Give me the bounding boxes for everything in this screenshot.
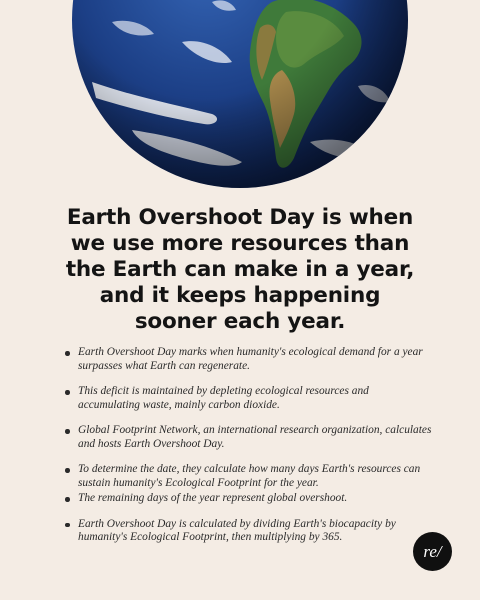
headline-line: we use more resources than bbox=[70, 231, 410, 256]
list-item: Global Footprint Network, an international research organization, calculates and hosts Earth Overshoot Day. bbox=[62, 424, 432, 451]
headline-line: Earth Overshoot Day is when bbox=[66, 205, 414, 230]
logo-text: re/ bbox=[423, 542, 442, 561]
list-item: Earth Overshoot Day is calculated by dividing Earth's biocapacity by humanity's Ecological Footprint, then multiplying by 365. bbox=[62, 518, 432, 545]
headline bbox=[40, 205, 440, 335]
list-item: Earth Overshoot Day marks when humanity's ecological demand for a year surpasses what Earth can regenerate. bbox=[62, 346, 432, 373]
list-item: To determine the date, they calculate how many days Earth's resources can sustain humanity's Ecological Footprint for the year. bbox=[62, 463, 432, 490]
headline-line: and it keeps happening bbox=[99, 283, 381, 308]
headline-line: the Earth can make in a year, bbox=[65, 257, 415, 282]
fact-list bbox=[62, 346, 432, 545]
re-monogram-logo bbox=[413, 532, 452, 571]
list-item: The remaining days of the year represent global overshoot. bbox=[62, 492, 432, 506]
earth-globe-image bbox=[72, 0, 408, 188]
globe-image-container bbox=[0, 0, 480, 200]
logo-mark bbox=[413, 532, 452, 571]
list-item: This deficit is maintained by depleting ecological resources and accumulating waste, mainly carbon dioxide. bbox=[62, 385, 432, 412]
headline-line: sooner each year. bbox=[134, 309, 346, 334]
